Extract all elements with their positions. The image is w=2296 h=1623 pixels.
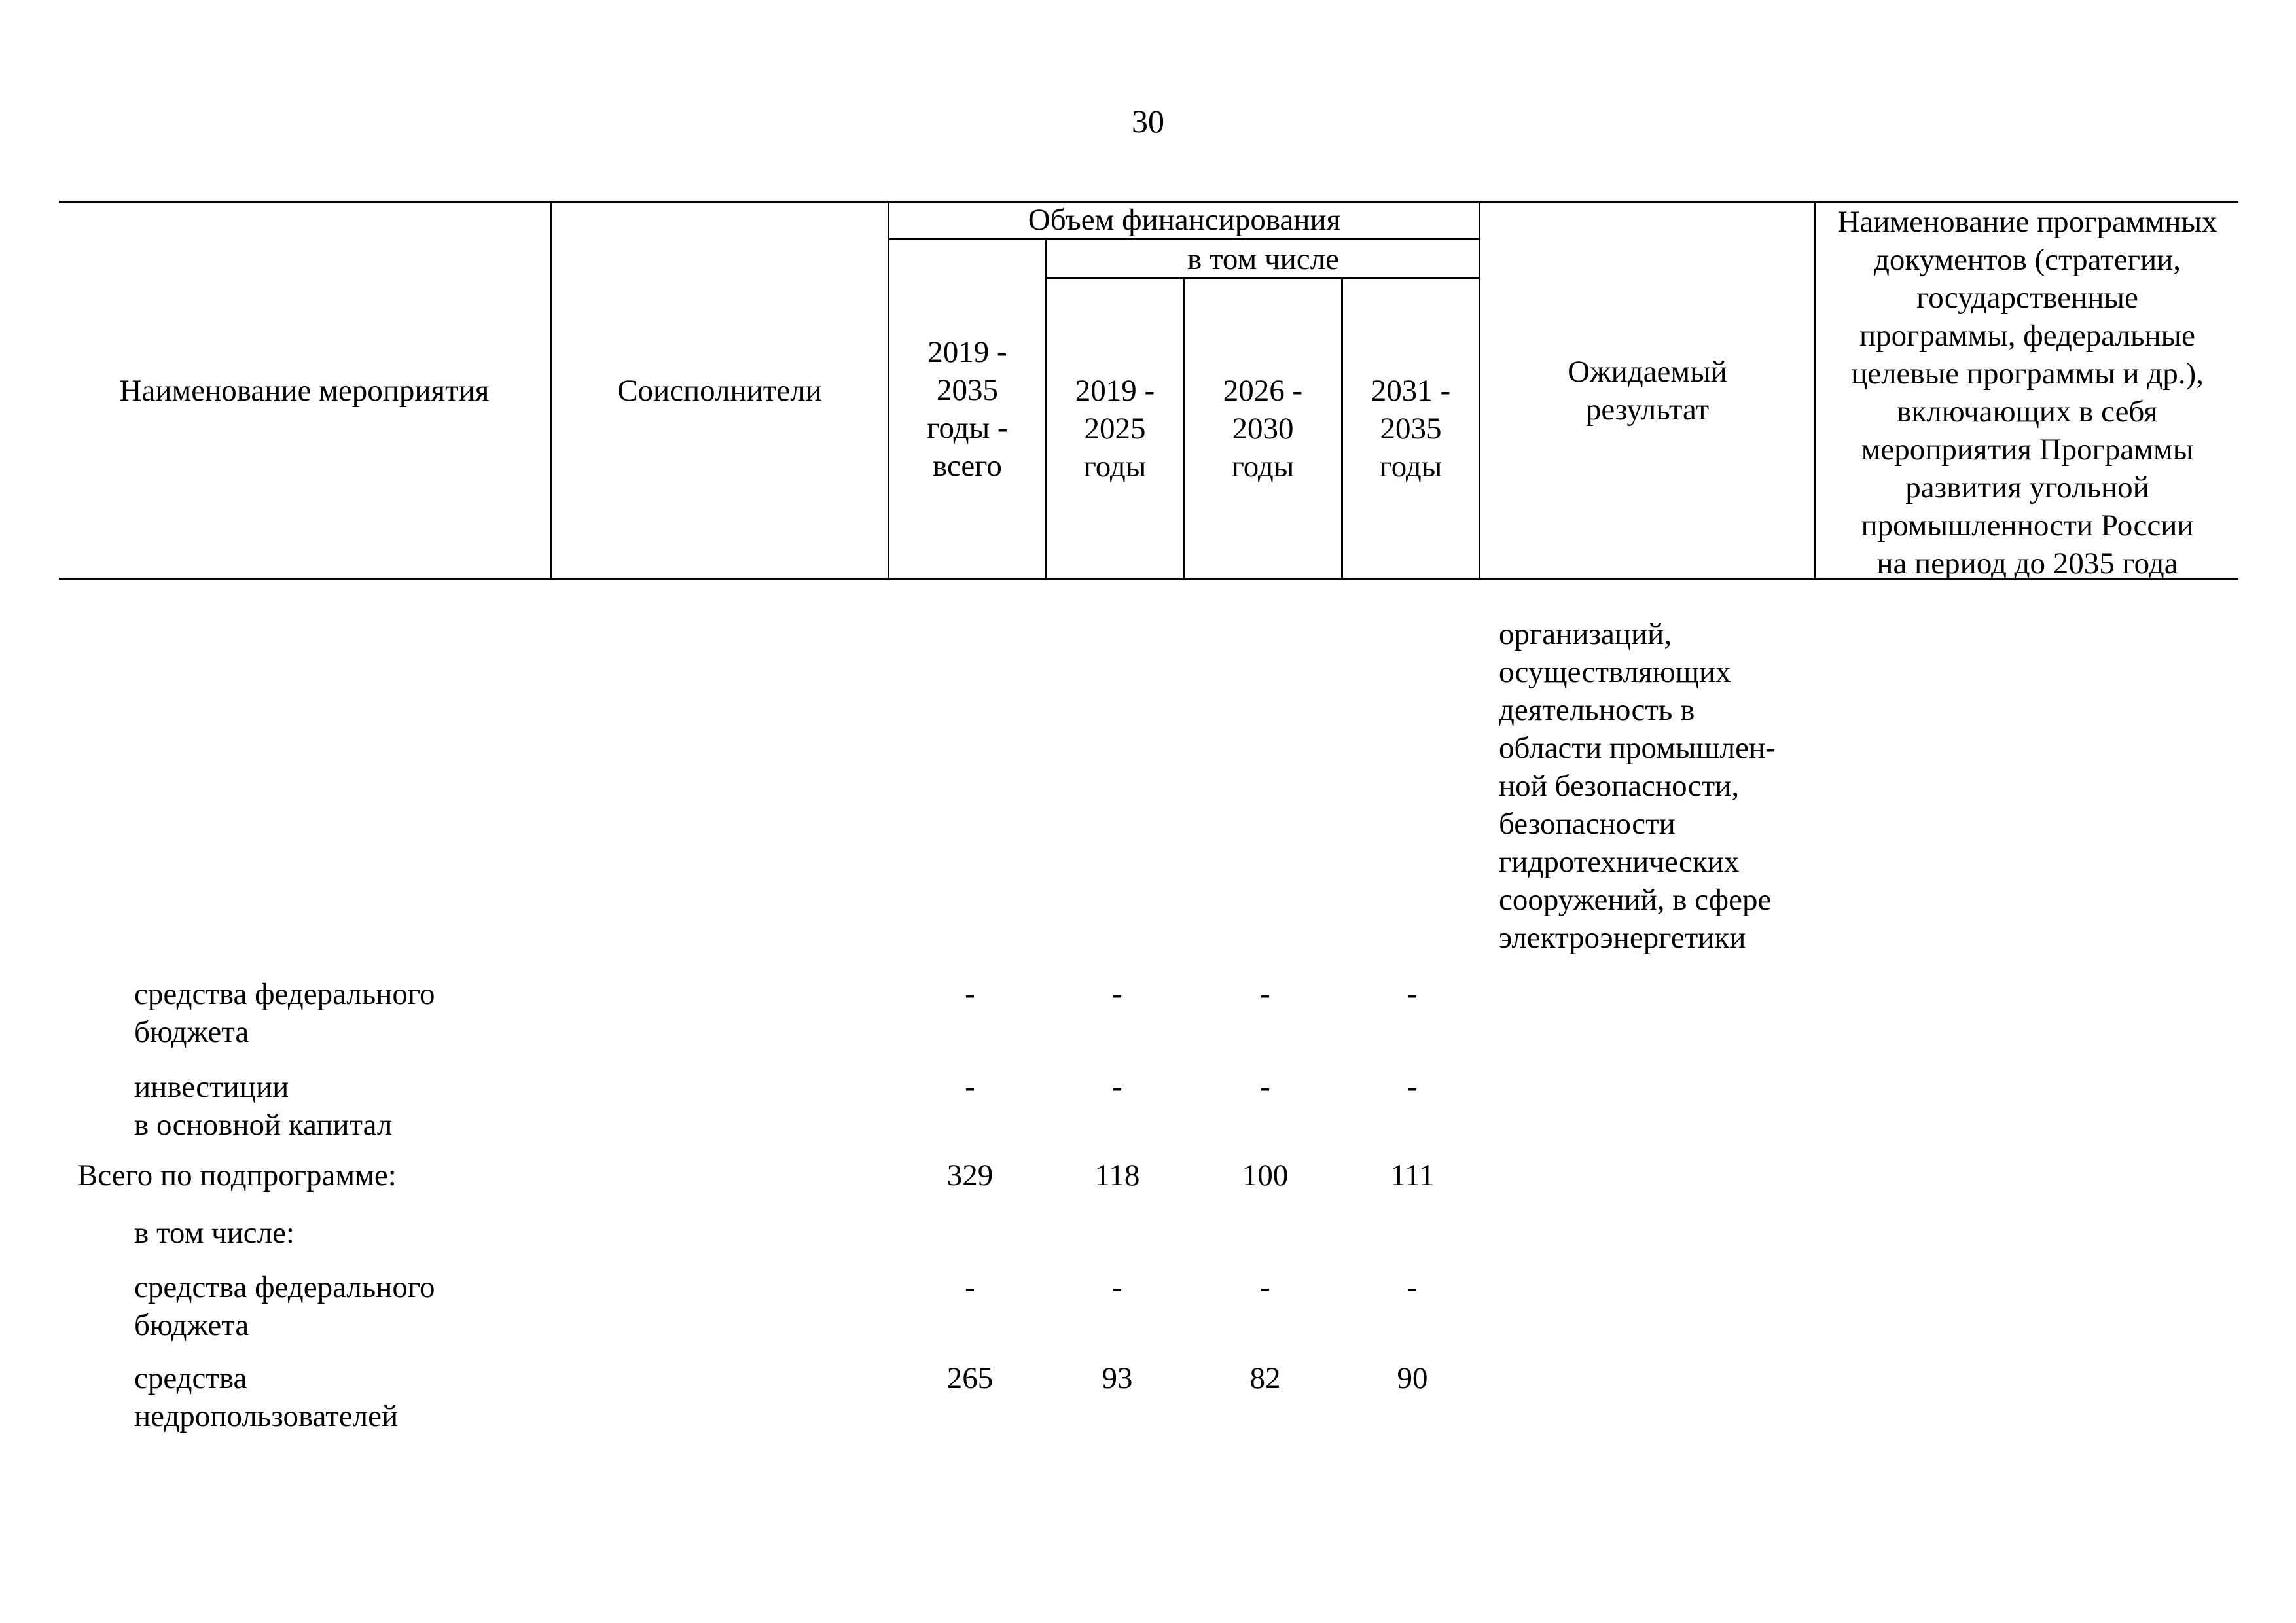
value-2026-2030: - xyxy=(1260,977,1270,1011)
value-2031-2035: 111 xyxy=(1390,1158,1435,1192)
header-period-1: 2019 - 2025 годы xyxy=(1075,374,1155,484)
value-2019-2025: - xyxy=(1112,1270,1122,1304)
value-2019-2025: - xyxy=(1112,977,1122,1011)
value-total: - xyxy=(965,1270,975,1304)
header-co-executors: Соисполнители xyxy=(617,373,822,408)
value-2031-2035: - xyxy=(1407,1270,1418,1304)
value-total: - xyxy=(965,977,975,1011)
value-2019-2025: - xyxy=(1112,1070,1122,1104)
header-funding-volume: Объем финансирования xyxy=(1028,203,1341,237)
row-label: в том числе: xyxy=(134,1216,295,1250)
value-2019-2025: 93 xyxy=(1102,1361,1133,1395)
row-label: инвестиции в основной капитал xyxy=(134,1070,393,1142)
value-2019-2025: 118 xyxy=(1094,1158,1140,1192)
header-including: в том числе xyxy=(1187,241,1339,276)
row-label: средства недропользователей xyxy=(134,1361,399,1433)
row-label: средства федерального бюджета xyxy=(134,1270,435,1342)
header-period-3: 2031 - 2035 годы xyxy=(1371,374,1451,484)
row-label: средства федерального бюджета xyxy=(134,977,435,1049)
expected-result-text: организаций, осуществляющих деятельность в области промышлен- ной безопасности, безопасности гидротехнических сооружений, в сфере электроэнергетики xyxy=(1499,617,1776,955)
header-program-docs: Наименование программных документов (стратегии, государственные программы, федеральные целевые программы и др.), включающих в себя мероприятия Программы развития угольной промышленности России на период до 2035 года xyxy=(1837,205,2217,580)
value-total: 329 xyxy=(946,1158,994,1192)
header-period-2: 2026 - 2030 годы xyxy=(1223,374,1303,484)
value-2026-2030: - xyxy=(1260,1070,1270,1104)
value-total: - xyxy=(965,1070,975,1104)
value-2031-2035: - xyxy=(1407,977,1418,1011)
header-expected-result: Ожидаемый результат xyxy=(1568,354,1727,427)
value-2031-2035: - xyxy=(1407,1070,1418,1104)
page-number: 30 xyxy=(1132,103,1164,139)
value-2026-2030: - xyxy=(1260,1270,1270,1304)
header-event-name: Наименование мероприятия xyxy=(119,373,490,408)
row-label: Всего по подпрограмме: xyxy=(77,1158,397,1192)
value-2026-2030: 82 xyxy=(1249,1361,1281,1395)
value-total: 265 xyxy=(946,1361,994,1395)
header-total-period: 2019 - 2035 годы - всего xyxy=(927,335,1008,483)
value-2031-2035: 90 xyxy=(1397,1361,1428,1395)
value-2026-2030: 100 xyxy=(1242,1158,1289,1192)
